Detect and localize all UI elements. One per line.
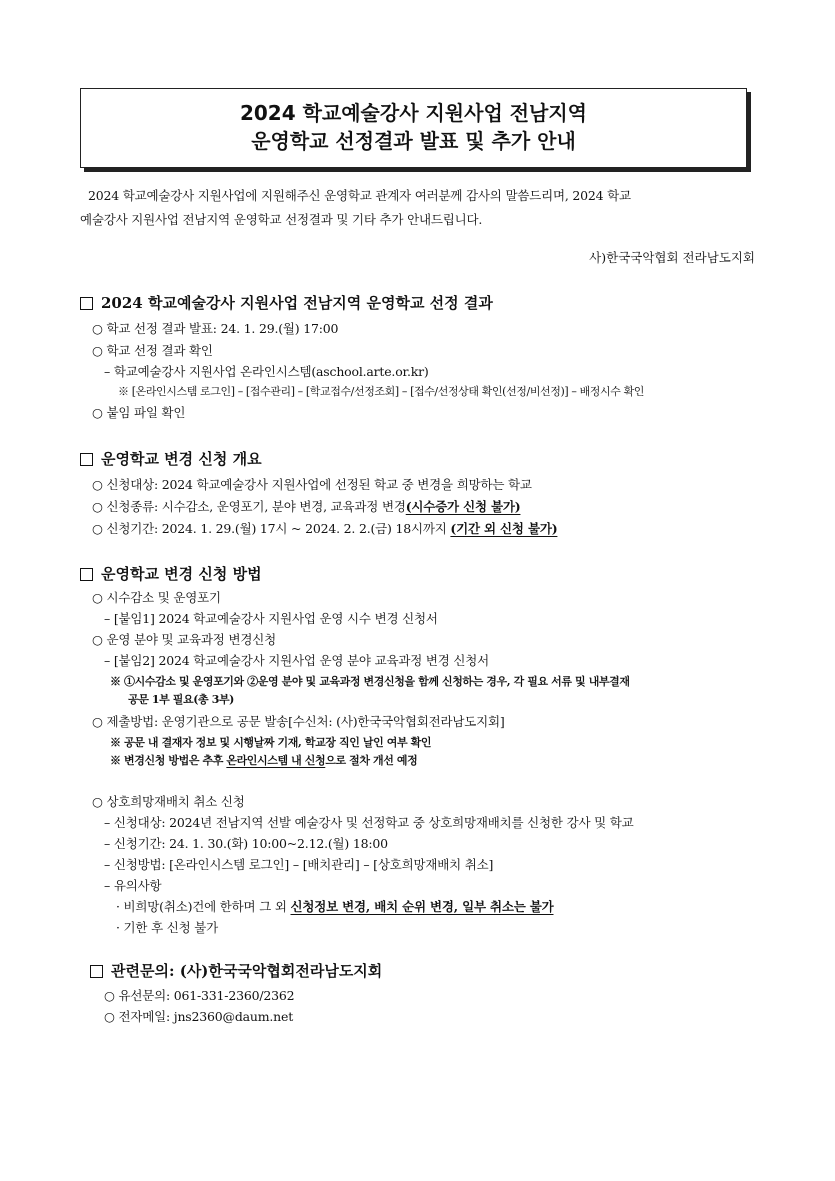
- sec3-b4: 공문 1부 필요(총 3부): [128, 693, 234, 706]
- intro-line-1: 2024 학교예술강사 지원사업에 지원해주신 운영학교 관계자 여러분께 감사의 말씀드리며, 2024 학교: [88, 188, 631, 203]
- sec3-b2: – [붙임2] 2024 학교예술강사 지원사업 운영 분야 교육과정 변경 신청서: [104, 653, 490, 668]
- organization-signature: 사)한국국악협회 전라남도지회: [589, 250, 755, 265]
- sec3-d4: – 신청방법: [온라인시스템 로그인] – [배치관리] – [상호희망재배치 취소]: [104, 857, 494, 872]
- sec3-c3: [110, 752, 417, 768]
- section-1-heading-text: 2024 학교예술강사 지원사업 전남지역 운영학교 선정 결과: [101, 294, 493, 312]
- sec1-item-2a: – 학교예술강사 지원사업 온라인시스템(aschool.arte.or.kr): [104, 364, 429, 379]
- section-2-heading: [80, 448, 262, 469]
- sec1-item-3: ○ 붙임 파일 확인: [92, 405, 186, 420]
- sec2-item-2-text: ○ 신청종류: 시수감소, 운영포기, 분야 변경, 교육과정 변경: [92, 499, 406, 514]
- checkbox-square-icon: [80, 453, 93, 466]
- intro-line-2: 예술강사 지원사업 전남지역 운영학교 선정결과 및 기타 추가 안내드립니다.: [80, 212, 483, 227]
- sec3-d2: – 신청대상: 2024년 전남지역 선발 예술강사 및 선정학교 중 상호희망재배치를 신청한 강사 및 학교: [104, 815, 634, 830]
- sec2-item-3: [92, 519, 557, 537]
- sec3-b1: ○ 운영 분야 및 교육과정 변경신청: [92, 632, 276, 647]
- section-1-heading: [80, 292, 493, 313]
- section-4-heading-text: 관련문의: (사)한국국악협회전라남도지회: [111, 962, 383, 980]
- sec3-c3-text: ※ 변경신청 방법은 추후: [110, 754, 227, 767]
- section-2-heading-text: 운영학교 변경 신청 개요: [101, 450, 262, 468]
- intro-paragraph: [80, 184, 760, 232]
- sec3-d1: ○ 상호희망재배치 취소 신청: [92, 794, 245, 809]
- sec1-item-1: ○ 학교 선정 결과 발표: 24. 1. 29.(월) 17:00: [92, 321, 339, 336]
- sec3-d3: – 신청기간: 24. 1. 30.(화) 10:00~2.12.(월) 18:00: [104, 836, 388, 851]
- sec3-d7: · 기한 후 신청 불가: [116, 920, 218, 935]
- section-4-heading: [90, 960, 382, 981]
- section-3-heading-text: 운영학교 변경 신청 방법: [101, 565, 262, 583]
- sec3-c2: ※ 공문 내 결재자 정보 및 시행날짜 기재, 학교장 직인 날인 여부 확인: [110, 736, 432, 749]
- contact-email: ○ 전자메일: jns2360@daum.net: [104, 1009, 294, 1024]
- title-box: [80, 88, 747, 168]
- title-line-2: 운영학교 선정결과 발표 및 추가 안내: [251, 129, 576, 153]
- sec2-item-2: [92, 497, 520, 515]
- sec3-c3-emphasis: 온라인시스템 내 신청: [226, 754, 326, 767]
- sec3-d5: – 유의사항: [104, 878, 162, 893]
- sec3-c3-text-end: 으로 절차 개선 예정: [325, 754, 418, 767]
- sec1-item-2b: ※ [온라인시스템 로그인] – [접수관리] – [학교접수/선정조회] – [접수/선정상태 확인(선정/비선정)] – 배정시수 확인: [118, 385, 645, 398]
- sec2-item-3-text: ○ 신청기간: 2024. 1. 29.(월) 17시 ~ 2024. 2. 2.(금) 18시까지: [92, 521, 451, 536]
- sec2-item-1: ○ 신청대상: 2024 학교예술강사 지원사업에 선정된 학교 중 변경을 희망하는 학교: [92, 477, 532, 492]
- contact-phone: ○ 유선문의: 061-331-2360/2362: [104, 988, 295, 1003]
- sec1-item-2: ○ 학교 선정 결과 확인: [92, 343, 213, 358]
- sec2-item-2-emphasis: (시수증가 신청 불가): [405, 499, 521, 514]
- sec2-item-3-emphasis: (기간 외 신청 불가): [450, 521, 558, 536]
- title-line-1: 2024 학교예술강사 지원사업 전남지역: [239, 101, 588, 125]
- sec3-a1: ○ 시수감소 및 운영포기: [92, 590, 221, 605]
- checkbox-square-icon: [80, 568, 93, 581]
- sec3-a2: – [붙임1] 2024 학교예술강사 지원사업 운영 시수 변경 신청서: [104, 611, 438, 626]
- sec3-b3: ※ ①시수감소 및 운영포기와 ②운영 분야 및 교육과정 변경신청을 함께 신청하는 경우, 각 필요 서류 및 내부결재: [110, 675, 630, 688]
- sec3-d6-emphasis: 신청정보 변경, 배치 순위 변경, 일부 취소는 불가: [290, 899, 554, 914]
- section-3-heading: [80, 563, 262, 584]
- sec3-c1: ○ 제출방법: 운영기관으로 공문 발송[수신처: (사)한국국악협회전라남도지회]: [92, 714, 505, 729]
- checkbox-square-icon: [80, 297, 93, 310]
- sec3-d6-text: · 비희망(취소)건에 한하며 그 외: [116, 899, 291, 914]
- checkbox-square-icon: [90, 965, 103, 978]
- sec3-d6: [116, 897, 554, 915]
